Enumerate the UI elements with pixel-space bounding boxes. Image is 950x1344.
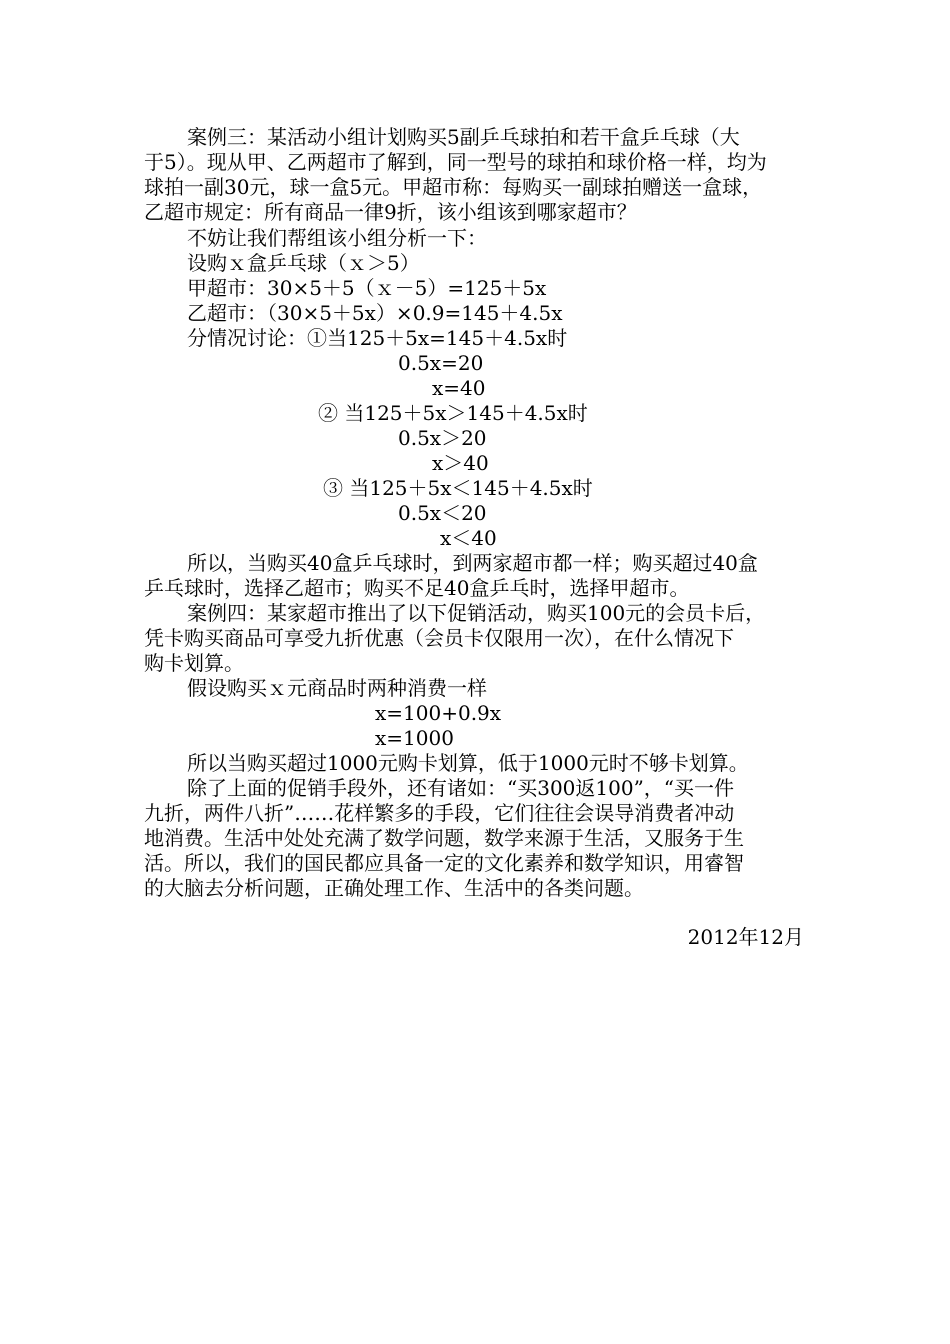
case2-line: ② 当125＋5x＞145＋4.5x时 bbox=[318, 401, 588, 425]
closing-line-1: 除了上面的促销手段外，还有诸如：“买300返100”，“买一件 bbox=[187, 776, 735, 800]
case3-conclusion-2: 乒乓球时，选择乙超市；购买不足40盒乒乓时，选择甲超市。 bbox=[144, 576, 690, 600]
case4-line-1: 案例四：某家超市推出了以下促销活动，购买100元的会员卡后， bbox=[187, 601, 766, 625]
case4-eq-step1: x=100+0.9x bbox=[375, 701, 502, 725]
case3-line-3: 球拍一副30元，球一盒5元。甲超市称：每购买一副球拍赠送一盒球， bbox=[144, 175, 763, 199]
case4-line-3: 购卡划算。 bbox=[144, 651, 244, 675]
case4-conclusion: 所以当购买超过1000元购卡划算，低于1000元时不够卡划算。 bbox=[187, 751, 749, 775]
document-date: 2012年12月 bbox=[687, 925, 804, 949]
eq3-step1: 0.5x＜20 bbox=[398, 501, 487, 525]
eq2-step1: 0.5x＞20 bbox=[398, 426, 487, 450]
case4-assume: 假设购买ｘ元商品时两种消费一样 bbox=[187, 676, 487, 700]
case3-line-4: 乙超市规定：所有商品一律9折，该小组该到哪家超市？ bbox=[144, 200, 637, 224]
closing-line-4: 活。所以，我们的国民都应具备一定的文化素养和数学知识，用睿智 bbox=[144, 851, 744, 875]
case3-conclusion-1: 所以，当购买40盒乒乓球时，到两家超市都一样；购买超过40盒 bbox=[187, 551, 758, 575]
eq1-step1: 0.5x=20 bbox=[398, 351, 484, 375]
eq3-step2: x＜40 bbox=[440, 526, 497, 550]
case3-intro: 不妨让我们帮组该小组分析一下： bbox=[187, 226, 487, 250]
case4-line-2: 凭卡购买商品可享受九折优惠（会员卡仅限用一次），在什么情况下 bbox=[144, 626, 734, 650]
case3-store-b: 乙超市：（30×5＋5x）×0.9=145＋4.5x bbox=[187, 301, 563, 325]
closing-line-3: 地消费。生活中处处充满了数学问题，数学来源于生活，又服务于生 bbox=[144, 826, 744, 850]
case3-let-x: 设购ｘ盒乒乓球（ｘ＞5） bbox=[187, 251, 420, 275]
case3-line-2: 于5）。现从甲、乙两超市了解到，同一型号的球拍和球价格一样，均为 bbox=[144, 150, 767, 174]
case3-cases-label: 分情况讨论：①当125＋5x=145＋4.5x时 bbox=[187, 326, 568, 350]
closing-line-2: 九折，两件八折”……花样繁多的手段，它们往往会误导消费者冲动 bbox=[144, 801, 735, 825]
eq1-step2: x=40 bbox=[432, 376, 486, 400]
case3-store-a: 甲超市：30×5＋5（ｘ－5）=125＋5x bbox=[187, 276, 547, 300]
case4-eq-step2: x=1000 bbox=[375, 726, 454, 750]
case3-line-1: 案例三：某活动小组计划购买5副乒乓球拍和若干盒乒乓球（大 bbox=[187, 125, 740, 149]
closing-line-5: 的大脑去分析问题，正确处理工作、生活中的各类问题。 bbox=[144, 876, 644, 900]
eq2-step2: x＞40 bbox=[432, 451, 489, 475]
case3-line: ③ 当125＋5x＜145＋4.5x时 bbox=[323, 476, 593, 500]
